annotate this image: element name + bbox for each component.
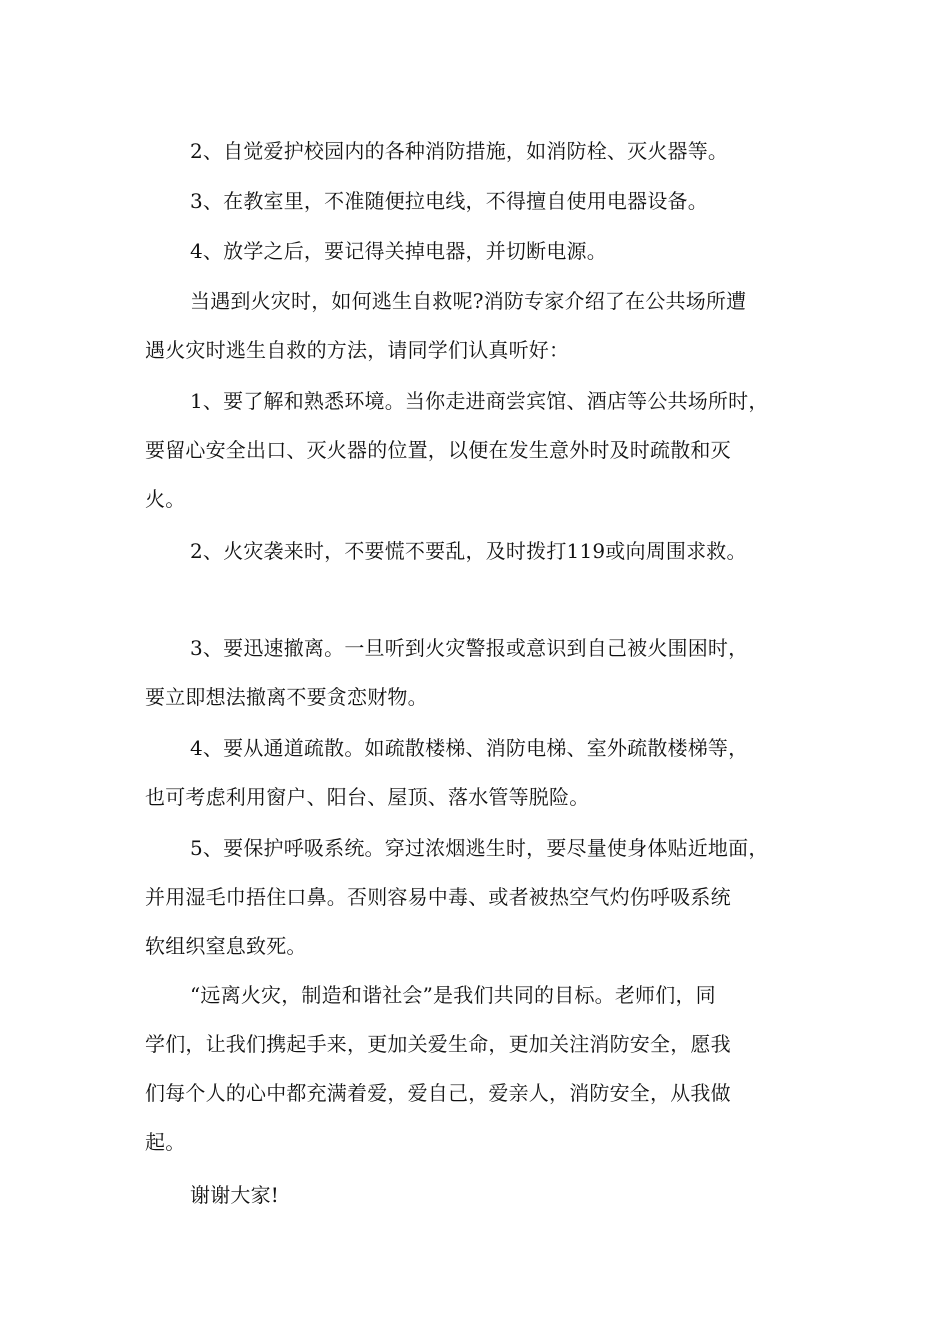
paragraph-no-wiring [190,177,708,226]
paragraph-fire-equipment [190,127,728,176]
paragraph-power-off [190,227,607,276]
line: 火。 [145,487,186,511]
paragraph-protect-breathing [145,824,769,971]
paragraph-passage-escape [145,724,748,822]
line: 2、自觉爱护校园内的各种消防措施，如消防栓、灭火器等。 [190,139,729,163]
line: 1、要了解和熟悉环境。当你走进商尝宾馆、酒店等公共场所时， [190,389,769,413]
line: 遇火灾时逃生自救的方法，请同学们认真听好： [145,338,570,362]
line: 3、在教室里，不准随便拉电线，不得擅自使用电器设备。 [190,189,708,213]
paragraph-escape-intro [145,277,746,375]
line: 当遇到火灾时，如何逃生自救呢?消防专家介绍了在公共场所遭 [190,289,747,313]
line: 学们，让我们携起手来，更加关爱生命，更加关注消防安全，愿我 [145,1032,731,1056]
line: 谢谢大家! [190,1183,280,1207]
paragraph-know-environment [145,377,769,524]
line: 也可考虑利用窗户、阳台、屋顶、落水管等脱险。 [145,785,590,809]
paragraph-closing-appeal [145,971,731,1167]
line: 并用湿毛巾捂住口鼻。否则容易中毒、或者被热空气灼伤呼吸系统 [145,885,731,909]
line: 2、火灾袭来时，不要慌不要乱，及时拨打119或向周围求救。 [190,539,747,563]
line: 们每个人的心中都充满着爱，爱自己，爱亲人，消防安全，从我做 [145,1081,731,1105]
paragraph-thanks [190,1171,279,1220]
line: 4、要从通道疏散。如疏散楼梯、消防电梯、室外疏散楼梯等， [190,736,749,760]
line: “远离火灾，制造和谐社会”是我们共同的目标。老师们，同 [190,983,716,1007]
line: 起。 [145,1130,186,1154]
line: 5、要保护呼吸系统。穿过浓烟逃生时，要尽量使身体贴近地面， [190,836,769,860]
line: 软组织窒息致死。 [145,934,307,958]
line: 要立即想法撤离不要贪恋财物。 [145,685,428,709]
line: 要留心安全出口、灭火器的位置，以便在发生意外时及时疏散和灭 [145,438,731,462]
line: 3、要迅速撤离。一旦听到火灾警报或意识到自己被火围困时， [190,636,749,660]
paragraph-evacuate [145,624,748,722]
line: 4、放学之后，要记得关掉电器，并切断电源。 [190,239,607,263]
paragraph-call-119 [190,527,747,576]
